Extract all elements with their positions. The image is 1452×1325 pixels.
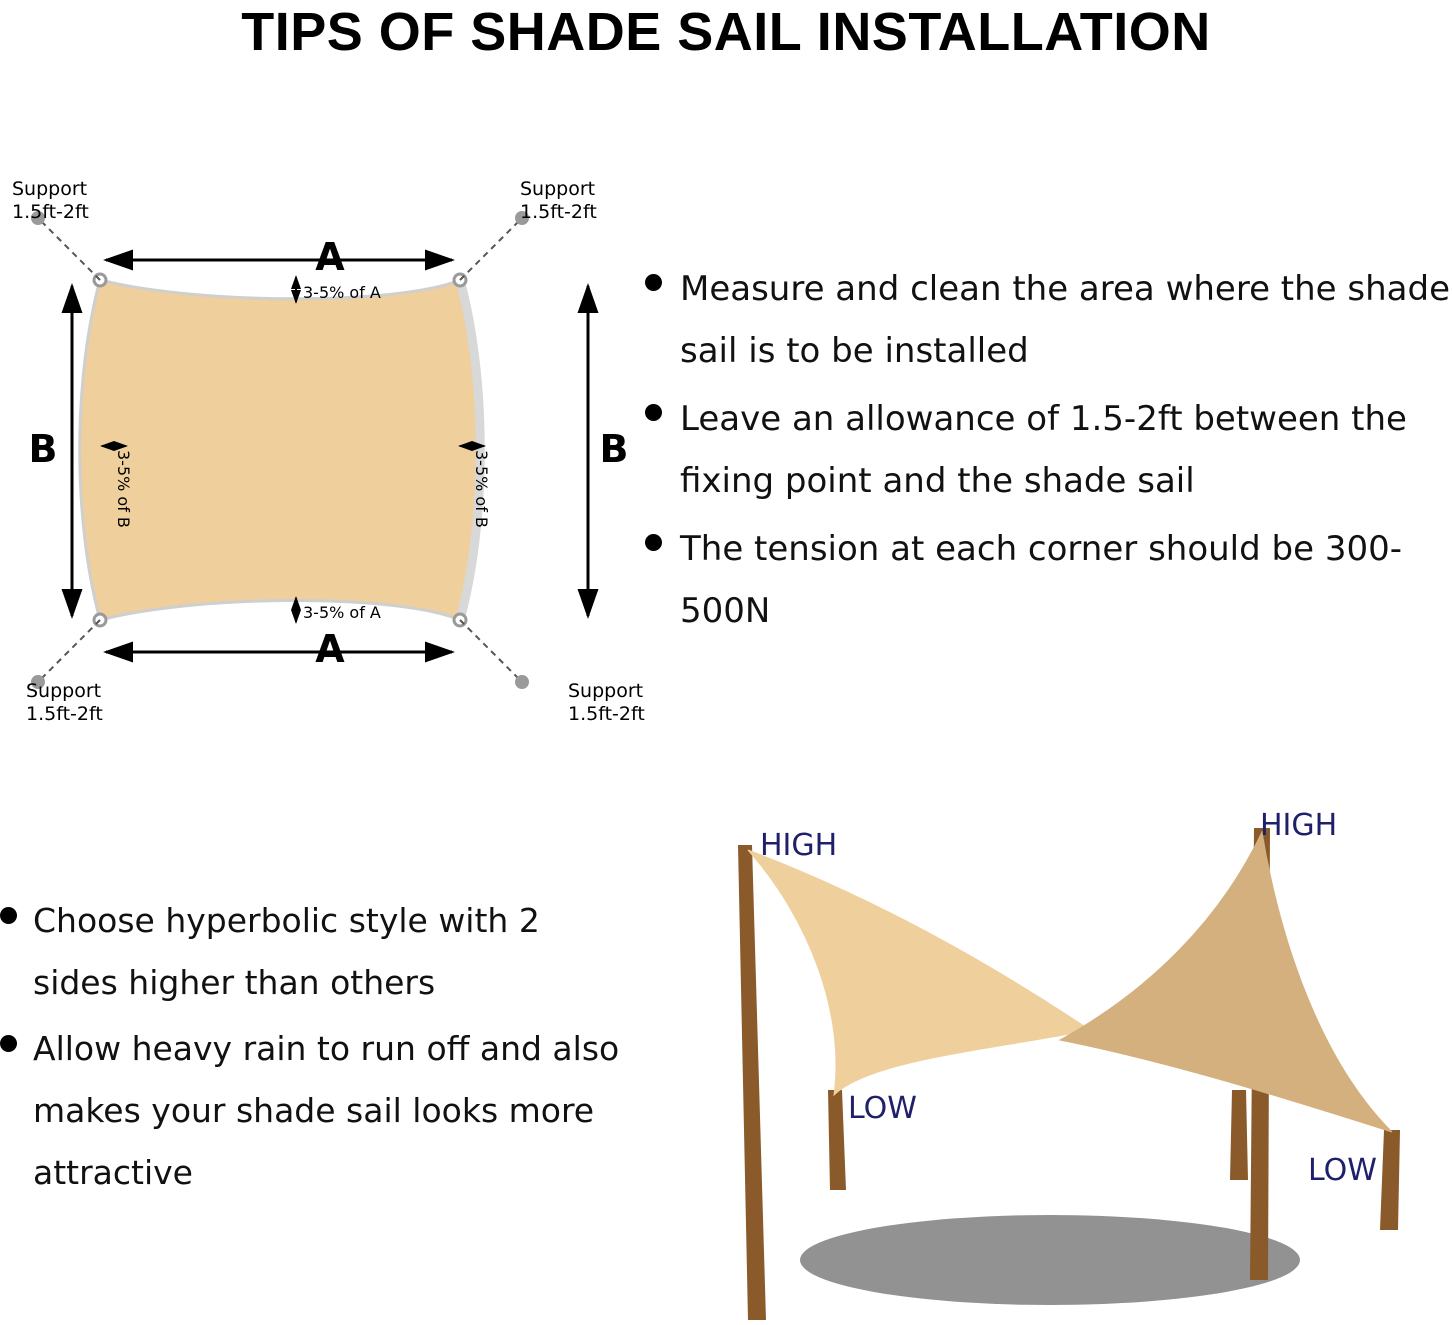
bullet-icon: [645, 534, 662, 551]
bullet-icon: [645, 274, 662, 291]
list-item: [0, 1018, 625, 1204]
sail-shape: [80, 280, 481, 620]
label-curve-top: 3-5% of A: [303, 283, 381, 302]
support-label-top-right-name: Support: [520, 178, 596, 200]
pole-low-right: [1380, 1130, 1400, 1230]
list-item: [0, 890, 625, 1014]
list-item: [645, 518, 1450, 642]
bullet-icon: [0, 1035, 17, 1052]
support-label-bottom-right-distance: 1.5ft-2ft: [568, 703, 645, 725]
tip-text: Measure and clean the area where the shade sail is to be installed: [680, 269, 1450, 371]
list-item: [645, 388, 1450, 512]
support-label-top-right-distance: 1.5ft-2ft: [520, 201, 597, 223]
tip-text: Choose hyperbolic style with 2 sides higher than others: [33, 901, 540, 1002]
bullet-icon: [0, 907, 17, 924]
pole-high-left: [738, 845, 766, 1320]
rectangular-sail-diagram: [0, 150, 660, 750]
label-side-b-right: B: [599, 427, 629, 471]
page-title: TIPS OF SHADE SAIL INSTALLATION: [241, 2, 1211, 62]
tip-text: The tension at each corner should be 300-500N: [680, 529, 1402, 631]
support-line: [460, 222, 518, 280]
label-side-b-left: B: [28, 427, 58, 471]
support-line: [42, 620, 100, 678]
sail-right: [1060, 832, 1392, 1132]
label-low-right: LOW: [1308, 1153, 1377, 1188]
label-side-a-bottom: A: [315, 627, 345, 671]
label-side-a-top: A: [315, 235, 345, 279]
label-high-right: HIGH: [1260, 808, 1338, 843]
installation-tips-list: [645, 258, 1450, 648]
support-line: [460, 620, 518, 678]
sail-left: [748, 850, 1090, 1095]
tip-text: Leave an allowance of 1.5-2ft between the fixing point and the shade sail: [680, 399, 1407, 501]
label-curve-right: 3-5% of B: [472, 450, 491, 528]
label-low-left: LOW: [848, 1091, 917, 1126]
support-line: [42, 222, 100, 280]
label-high-left: HIGH: [760, 828, 838, 863]
label-curve-bottom: 3-5% of A: [303, 603, 381, 622]
support-label-bottom-left-distance: 1.5ft-2ft: [26, 703, 103, 725]
bullet-icon: [645, 404, 662, 421]
support-label-bottom-left-name: Support: [26, 680, 102, 702]
support-label-top-left-name: Support: [12, 178, 88, 200]
pole-low-left-mid: [1230, 1090, 1248, 1180]
tip-text: Allow heavy rain to run off and also makes your shade sail looks more attractive: [33, 1029, 620, 1192]
pole-low-left: [828, 1090, 846, 1190]
support-anchor-dot: [515, 675, 529, 689]
hyperbolic-sail-diagram: [620, 760, 1452, 1325]
list-item: [645, 258, 1450, 382]
support-label-bottom-right-name: Support: [568, 680, 644, 702]
support-label-top-left-distance: 1.5ft-2ft: [12, 201, 89, 223]
hyperbolic-tips-list: [0, 890, 625, 1208]
label-curve-left: 3-5% of B: [114, 450, 133, 528]
